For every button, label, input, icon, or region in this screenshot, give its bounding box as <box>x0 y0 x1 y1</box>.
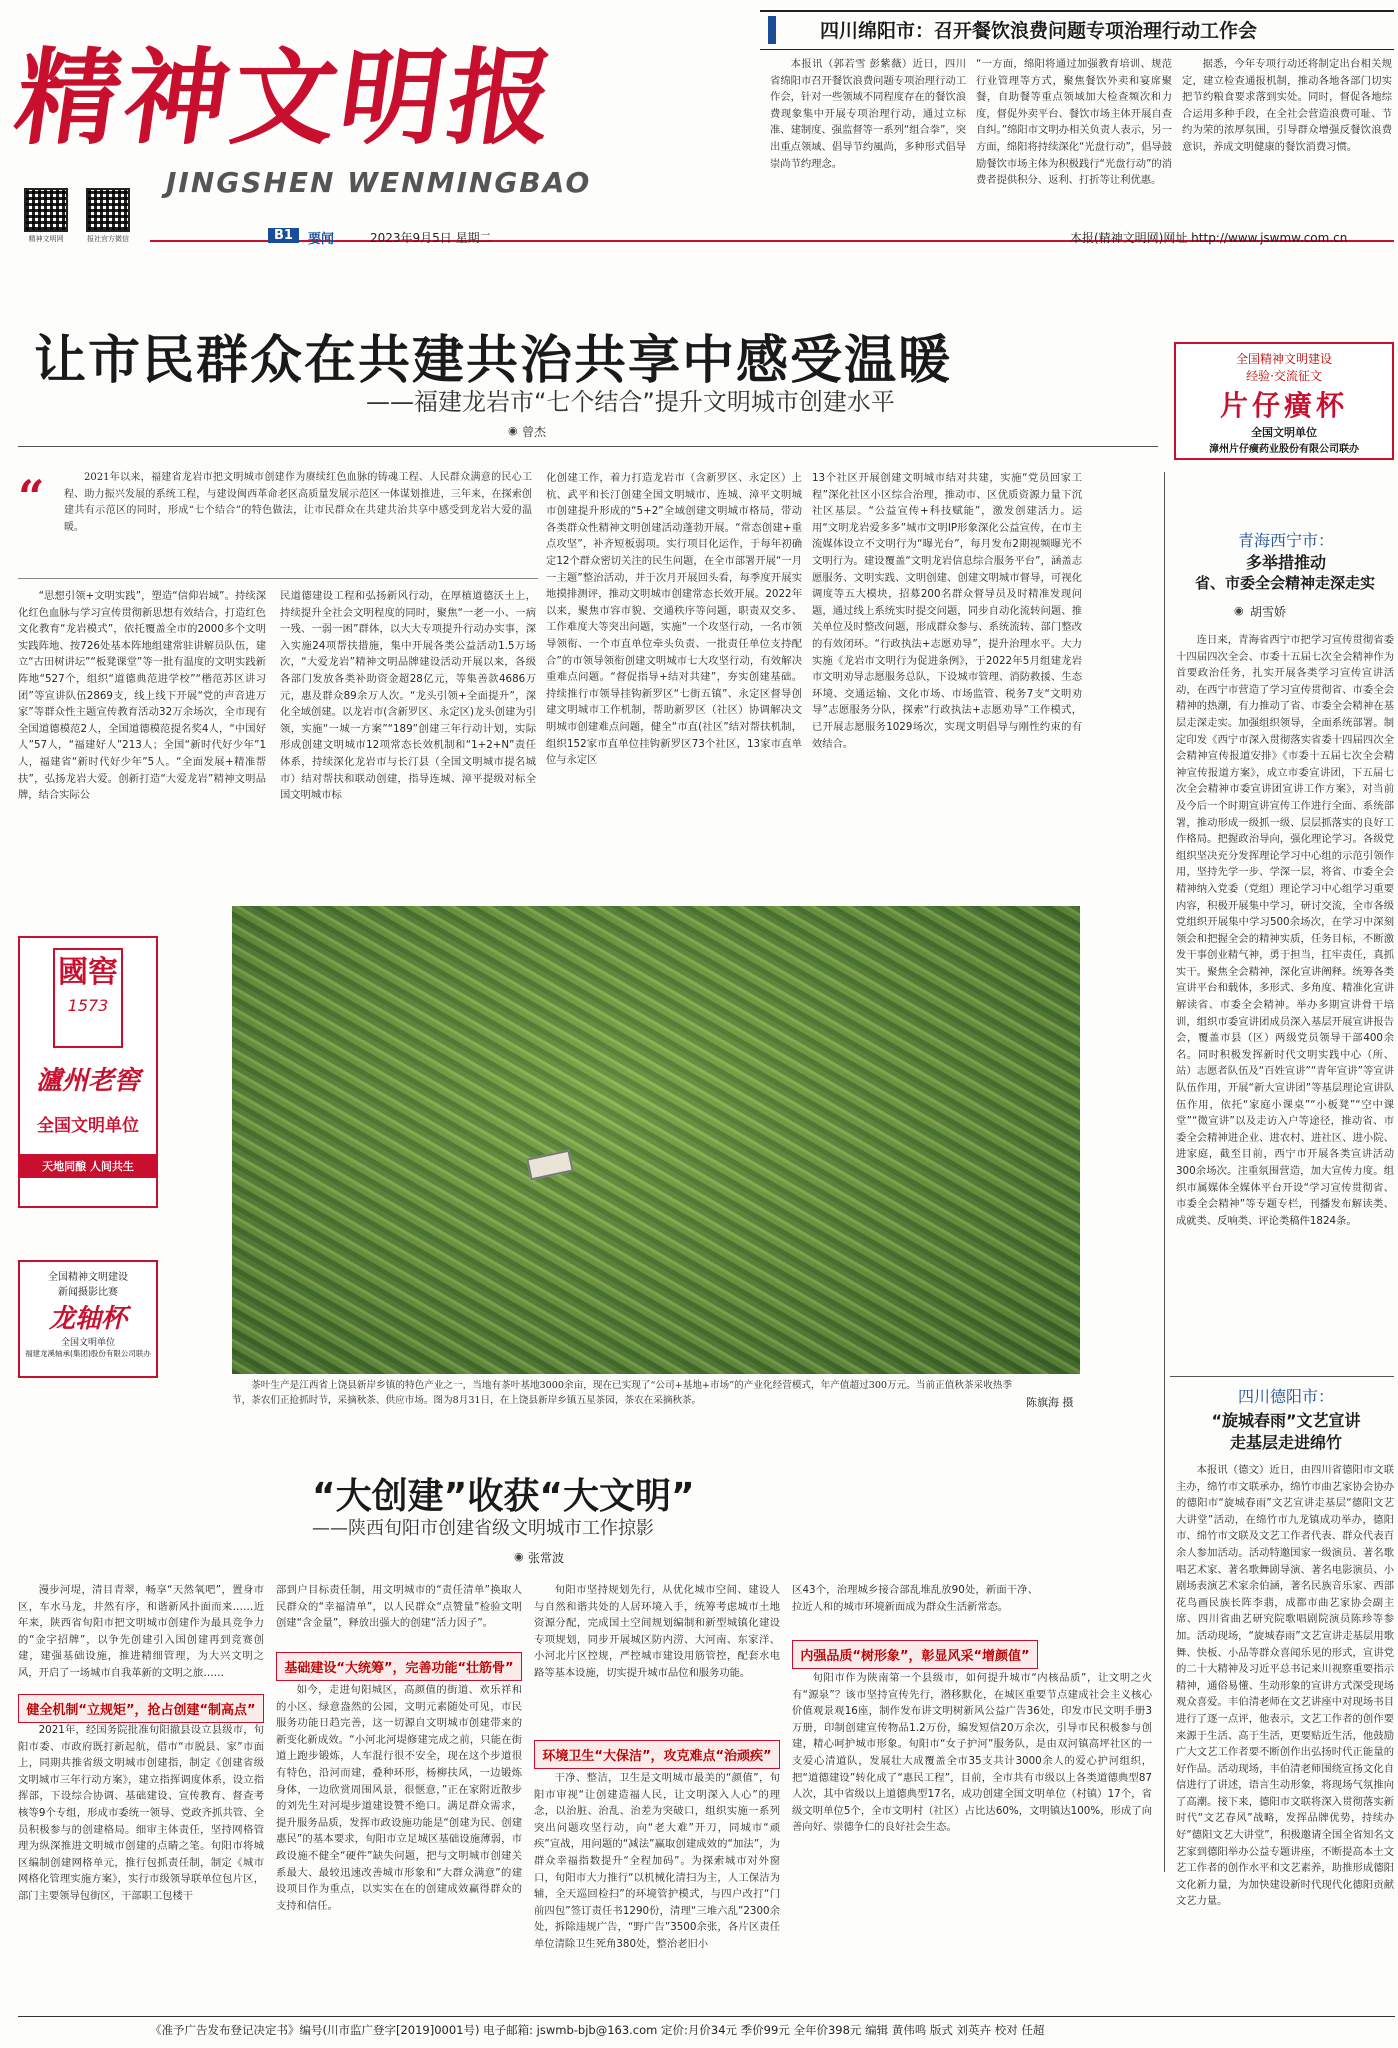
column-divider <box>1164 472 1165 1872</box>
qr-label: 报社官方微信 <box>87 235 129 243</box>
ad-line: 全国精神文明建设 <box>1235 352 1332 366</box>
footer-rule <box>18 2016 1395 2017</box>
masthead-pinyin: JINGSHEN WENMINGBAO <box>166 166 592 199</box>
masthead-title: 精神文明报 <box>8 36 566 159</box>
ad-seal-year: 1573 <box>67 996 109 1015</box>
top-story-col: “一方面，绵阳将通过加强教育培训、规范行业管理等方式，聚焦餐饮外卖和宴席聚餐，自助餐等重点领域加大检查频次和力度，督促外卖平台、餐饮市场主体开展自查自纠。”绵阳市文明办相关负责人表示，另一方面，绵阳将持续深化“光盘行动”，倡导鼓励餐饮市场主体为积极践行“光盘行动”的消费者提供积分、返利、打折等让利优惠。 <box>976 58 1172 187</box>
site-url: 本报(精神文明网)网址 http://www.jswmw.com.cn <box>1070 231 1348 245</box>
qr-code-icon <box>86 188 130 232</box>
ad-brand: 片仔癀杯 <box>1219 389 1348 422</box>
ad-unit: 全国文明单位 <box>1251 426 1317 439</box>
second-subtitle: ——陕西旬阳市创建省级文明城市工作掠影 <box>312 1518 654 1539</box>
ad-longzhou[interactable] <box>18 1260 158 1378</box>
lead-intro: 2021年以来，福建省龙岩市把文明城市创建作为赓续红色血脉的铸魂工程、人民群众满意的民心工程、助力振兴发展的系统工程，与建设闽西革命老区高质量发展示范区一体谋划推进，三年来，在探索创建共有示范区的同时，形成“七个结合”的特色做法，让市民群众在共建共治共享中感受到龙岩大爱的温暖。 <box>64 472 532 533</box>
photo-caption: 茶叶生产是江西省上饶县新岸乡镇的特色产业之一，当地有茶叶基地3000余亩，现在已实现了“公司+基地+市场”的产业化经营模式，年产值超过300万元。当前正值秋茶采收热季节，茶农们正抢抓时节，采摘秋茶、供应市场。图为8月31日，在上饶县新岸乡镇五星茶园，茶农在采摘秋茶。 <box>232 1380 1012 1406</box>
second-col: 漫步河堤，清目青翠，畅享“天然氧吧”，置身市区，车水马龙，井然有序，和谐新风扑面而来……近年来，陕西省旬阳市把文明城市创建作为最具竞争力的“金字招牌”，以争先创建引入国创建再到竞赛创建，建强基础设施，推进精细管理，为大兴文明之风，开启了一场城市自我革新的文明之旅…… <box>18 1584 264 1679</box>
page-label: B1 <box>268 228 299 243</box>
divider <box>18 578 538 579</box>
ad-company: 福建龙溪轴承(集团)股份有限公司联办 <box>25 1349 151 1358</box>
ad-line: 全国精神文明建设 <box>48 1272 128 1283</box>
quote-mark-icon: “ <box>18 470 45 524</box>
ad-brand: 瀘州老窖 <box>35 1066 140 1096</box>
ad-unit: 全国文明单位 <box>37 1116 139 1136</box>
ad-seal-top: 國窖 <box>58 955 118 990</box>
ad-pianzaihuang[interactable] <box>1174 342 1394 460</box>
second-title: “大创建”收获“大文明” <box>312 1476 695 1517</box>
photo-tea-garden <box>232 906 1080 1374</box>
right1-author: 胡雪娇 <box>1250 605 1287 619</box>
top-story-marker <box>768 16 776 44</box>
right1-author-icon: ◉ <box>1234 604 1244 617</box>
second-subhead: 环境卫生“大保洁”，攻克难点“治顽疾” <box>534 1740 780 1769</box>
second-col: 区43个，治理城乡接合部乱堆乱放90处，新面干净、拉近人和的城市环境新面成为群众生活新常态。 <box>792 1584 1038 1613</box>
right1-title: 多举措推动 <box>1245 553 1326 572</box>
second-col: 2021年，经国务院批准旬阳撤县设立县级市，旬阳市委、市政府既打新起航，借市“市脱县、家”市面上，同期共推省级文明城市创建指，制定《创建省级文明城市三年行动方案》，建立指挥调度体系，设立指挥部，下设综合协调、基础建设、宣传教育、督查考核等9个专组，形成市委统一领导、党政齐抓共管、全员积极参与的创建格局。细审主体责任，坚持网格管理为纵深推进文明城市创建的点睛之笔。旬阳市将城区编制创建网格单元，推行包抓责任制，制定《城市网格化管理实施方案》，实行市级领导联单位包片区，部门主要领导包街区，干部职工包楼干 <box>18 1724 264 1902</box>
section-label: 要闻 <box>308 232 335 247</box>
second-subhead: 基础建设“大统筹”，完善功能“壮筋骨” <box>276 1652 522 1681</box>
ad-company: 漳州片仔癀药业股份有限公司联办 <box>1209 444 1359 455</box>
top-story-title: 四川绵阳市：召开餐饮浪费问题专项治理行动工作会 <box>820 20 1258 42</box>
ad-unit: 全国文明单位 <box>60 1338 115 1348</box>
photo-credit: 陈旗海 摄 <box>1026 1396 1074 1409</box>
lead-title: 让市民群众在共建共治共享中感受温暖 <box>34 331 953 391</box>
right1-title: 省、市委全会精神走深走实 <box>1194 574 1375 592</box>
right1-body: 连日来，青海省西宁市把学习宣传贯彻省委十四届四次全会、市委十五届七次全会精神作为首要政治任务，扎实开展各类学习宣传宣讲活动，在西宁市营造了学习宣传贯彻省、市委全会精神的热潮，有力推动了省、市委全会精神在基层走深走实。加强组织领导，全面系统部署。制定印发《西宁市深入贯彻落实省委十四届四次全会精神宣传报道安排》《市委十五届七次全会精神宣传报道方案》，成立市委宣讲团，下五届七次全会精神市委宣讲团宣讲工作方案》，对当前及今后一个时期宣讲宣传工作进行全面、系统部署，推动形成一级抓一级、层层抓落实的良好工作格局。把握政治导向，强化理论学习。各级党组织坚决充分发挥理论学习中心组的示范引领作用，坚持先学一步、学深一层，将省、市委全会精神纳入党委（党组）理论学习中心组学习重要内容，积极开展集中学习，研讨交流，全市各级党组织开展集中学习500余场次，在学习中深刻领会和把握全会的精神实质，任务目标，不断激发干事创业精气神，勇于担当，扛牢责任，真抓实干。聚焦全会精神，深化宣讲阐释。统筹各类宣讲平台和载体，多形式、多角度、精准化宣讲解读省、市委全会精神。举办多期宣讲骨干培训，组织市委宣讲团成员深入基层开展宣讲报告会，覆盖市县（区）两级党员领导干部400余名。同时积极发挥新时代文明实践中心（所、站）志愿者队伍及“百姓宣讲”“青年宣讲”等宣讲队伍作用，开展“新大宣讲团”等基层理论宣讲队伍作用，依托“家庭小课桌”“小板凳”“空中课堂”“微宣讲”以及走访入户等途径，推动省、市委全会精神进企业、进农村、进社区、进小院、进家庭，截至目前，西宁市开展各类宣讲活动300余场次。注重氛围营造，加大宣传力度。组织市属媒体全媒体平台开设“学习宣传贯彻省、市委全会精神”等专题专栏，刊播发布解读类、成就类、反响类、评论类稿件1824条。 <box>1176 634 1394 1227</box>
second-col: 干净、整洁，卫生是文明城市最美的“颜值”，旬阳市审视“让创建造福人民，让文明深入人心”的理念，以治脏、治乱、治差为突破口，组织实施一系列突出问题攻坚行动，向“老大难”开刀，同城市“顽疾”宣战，用问题的“减法”赢取创建成效的“加法”，为群众幸福指数提升“全程加码”。为探索城市对外窗口，旬阳市大力推行“以机械化清扫为主，人工保洁为辅，全天巡回检扫”的环境管护模式，与四户改打“门前四包”签订责任书1290份，清理“三堆六乱”2300余处，拆除违规广告，“野广告”3500余张，各片区责任单位清除卫生死角380处，整治老旧小 <box>534 1772 780 1950</box>
right2-title: 走基层走进绵竹 <box>1229 1433 1342 1452</box>
qr-label: 精神文明网 <box>28 235 64 243</box>
ad-brand: 龙轴杯 <box>48 1304 127 1334</box>
divider <box>18 446 1158 447</box>
lead-author: 曾杰 <box>522 425 547 439</box>
second-col: 部到户目标责任制，用文明城市的“责任清单”换取人民群众的“幸福清单”，以人民群众“点赞量”检验文明创建“含金量”，释放出强大的创建“活力因子”。 <box>276 1584 522 1630</box>
lead-col: “思想引领+文明实践”，塑造“信仰岩城”。持续深化红色血脉与学习宣传贯彻新思想有效结合，打造红色文化教育“龙岩模式”，依托覆盖全市的2000多个文明实践阵地、按726处基本阵地组建常驻讲解员队伍，建立“古田树讲坛”“板凳课堂”等一批有温度的文明实践新阵地“527个，组织“道德典范进学校”“楷范苏区讲习团”等宣讲队伍2869支，线上线下开展“党的声音进万家”等群众性主题宣传教育活动32万余场次，全市现有全国道德模范2人，全国道德模范提名奖4人，“中国好人”57人，“福建好人”213人；全国“新时代好少年”1人，福建省“新时代好少年”5人。“全面发展+精准帮扶”，弘扬龙岩大爱。创新打造“大爱龙岩”精神文明品牌，结合实际公 <box>18 590 266 802</box>
second-author-icon: ◉ <box>514 1550 524 1563</box>
top-story-col: 据悉，今年专项行动还将制定出台相关规定，建立检查通报机制，推动各地各部门切实把节约粮食要求落到实处。同时，督促各地综合运用多种手段，在全社会营造浪费可耻、节约为荣的浓厚氛围，引导群众增强反餐饮浪费意识，养成文明健康的餐饮消费习惯。 <box>1182 58 1392 153</box>
right1-title-small: 青海西宁市： <box>1237 531 1334 550</box>
right2-title-small: 四川德阳市： <box>1237 1387 1334 1406</box>
second-col: 如今，走进旬阳城区，高颜值的街道、欢乐祥和的小区、绿意盎然的公园，文明元素随处可见，市民服务功能日趋完善，这一切源自文明城市创建带来的新变化新成效。“小河北河堤修建完成之前，只能在街道上跑步锻炼，人车混行很不安全，现在这个步道很有特色，沿河而建，叠种环形，杨柳扶风，一边锻炼身体，一边欣赏周围风景，很惬意，”正在家附近散步的刘先生对河堤步道建设赞不绝口。满足群众需求，提升服务品质，发挥市政设施功能是“创建为民、创建惠民”的基本要求，旬阳市立足城区基础设施薄弱，市政设施不健全“硬件”缺失问题，把与文明城市创建关系最大、最较迅速改善城市形象和“大群众满意”的建设项目作为重点，以实实在在的创建成效赢得群众的支持和信任。 <box>276 1684 522 1912</box>
qr-code-icon <box>24 188 68 232</box>
ad-luzhou-laojiao[interactable] <box>18 936 158 1208</box>
second-subhead: 内强品质“树形象”，彰显风采“增颜值” <box>792 1640 1038 1669</box>
lead-author-icon: ◉ <box>508 424 518 437</box>
ad-seal <box>53 948 123 1048</box>
ad-slogan: 天地同酿 人间共生 <box>20 1154 156 1178</box>
ad-line: 新闻摄影比赛 <box>58 1287 118 1298</box>
top-story-col: 本报讯（郭若雪 彭紫薇）近日，四川省绵阳市召开餐饮浪费问题专项治理行动工作会，针对一些领域不同程度存在的餐饮浪费现象集中开展专项治理行动，通过立标准、建制度、强监督等一系列“组合拳”，突出重点领域、倡导节约風尚，多种形式倡导崇尚节约理念。 <box>770 58 966 170</box>
issue-date: 2023年9月5日 星期二 <box>370 231 492 245</box>
lead-subtitle: ——福建龙岩市“七个结合”提升文明城市创建水平 <box>366 388 895 416</box>
lead-col: 13个社区开展创建文明城市结对共建，实施“党员回家工程”深化社区小区综合治理，推动市、区优质资源力量下沉社区基层。“公益宣传+科技赋能”，激发创建活力。运用“文明龙岩爱多多”城市文明IP形象深化公益宣传，在市主流媒体设立不文明行为“曝光台”，每月发布2期视频曝光不文明行为。建设覆盖“文明龙岩信息综合服务平台”，涵盖志愿服务、文明实践、文明创建、创建文明城市督导，可视化调度等五大模块，招募200名群众督导员及时精准发现问题，通过线上系统实时提交问题，同步自动化流转问题、推关单位及时整改问题，形成群众参与、系统流转、部门整改的有效闭环。“行政执法+志愿劝导”，提升治理水平。大力实施《龙岩市文明行为促进条例》，于2022年5月组建龙岩市文明劝导志愿服务总队，下设城市管理、消防救援、生态环境、交通运输、文化市场、市场监管、税务7支“文明劝导”志愿服务分队，探索“行政执法+志愿劝导”工作模式，已开展志愿服务1029场次，实现文明倡导与刚性约束的有效结合。 <box>812 472 1082 750</box>
second-col: 旬阳市坚持规划先行，从优化城市空间、建设人与自然和谐共处的人居环境入手，统筹考虑城市土地资源分配，完成国土空间规划编制和新型城镇化建设专项规划，同步开展城区防内涝、大河南、东家洋、小河北片区控规，严控城市建设用筋管控，配套水电路等基本设施，切实提升城市品位和服务功能。 <box>534 1584 780 1679</box>
lead-col: 民道德建设工程和弘扬新风行动，在厚植道德沃土上，持续提升全社会文明程度的同时，聚焦“一老一小、一病一残、一弱一困”群体，以大大专项提升行动办实事，深入实施24项帮扶措施，集中开展各类公益活动1.5万场次，“大爱龙岩”精神文明品牌建设活动开展以来，各级各部门发放各类补助资金超28亿元，等集善款4686万元，惠及群众89余万人次。“龙头引领+全面提升”，深化全域创建。以龙岩市(含新罗区、永定区)龙头创建为引领，实施“一城一方案”“189”创建三年行动计划，实际形成创建文明城市12项常态长效机制和“1+2+N”责任体系，持续深化龙岩市与长汀县（全国文明城市提名城市）结对帮扶和联动创建，指导连城、漳平提级对标全国文明城市标 <box>280 590 536 802</box>
lead-col: 化创建工作，着力打造龙岩市（含新罗区、永定区）上杭、武平和长汀创建全国文明城市、连城、漳平文明城市创建提升形成的“5+2”全域创建文明城市格局，带动各类群众性精神文明创建活动蓬勃开展。“常态创建+重点攻坚”，补齐短板弱项。实行项目化运作，于每年初确定12个群众密切关注的民生问题，在全市部署开展“一月一主题”整治活动，并于次月开展回头看，每季度开展实地摸排测评，推动文明城市创建常态长效开展。2022年以来，聚焦市容市貌、交通秩序等问题，职责双交多、工作难度大等突出问题，实施“一个攻坚行动，一名市领导领衔、一个市直单位牵头负责、一批责任单位支持配合”的市领导领衔创建文明城市七大攻坚行动，有效解决重难点问题。“督促指导+结对共建”，夯实创建基础。持续推行市领导挂钩新罗区“七街五镇”、永定区督导创建文明城市工作机制，帮助新罗区（社区）协调解决文明城市创建难点问题，健全“市直(社区”结对帮扶机制，组织152家市直单位挂钩新罗区73个社区，13家市直单位与永定区 <box>546 472 802 767</box>
right2-title: “旋城春雨”文艺宣讲 <box>1211 1411 1361 1430</box>
right2-body: 本报讯（德文）近日，由四川省德阳市文联主办，绵竹市文联承办，绵竹市曲艺家协会协办的德阳市“旋城春雨”文艺宣讲走基层“德阳文艺大讲堂”活动，在绵竹市九龙镇成功举办，德阳市、绵竹市文联及文艺工作者代表、群众代表百余人参加活动。活动特邀国家一级演员、著名歌唱艺术家、著名歌舞剧导演、著名电影演员、小剧场表演艺术家余伯涵，著名民族音乐家、西部花鸟画民族长阵李翡，成都市曲艺家协会副主席、四川省曲艺研究院歌唱剧院演员陈珍等参加。活动现场，“旋城春雨”文艺宣讲走基层用歌舞、快板、小品等群众喜闻乐见的形式，宣讲党的二十大精神及习近平总书记来川视察重要指示精神，通俗易懂、生动形象的宣讲方式深受现场观众喜爱。丰伯清老师在文艺讲座中对现场书目进行了逐一点评，他表示，文艺工作者的创作要来源于生活、高于生活，更要贴近生活，他鼓励广大文艺工作者要不断创作出弘扬时代正能量的好作品。活动现场，丰伯清老师围绕宣扬文化自信进行了讲述，语言生动形象，将现场气氛推向了高潮。接下来，德阳市文联将深入贯彻落实新时代“文艺春风”战略，发挥品牌优势，持续办好“德阳文艺大讲堂”，积极邀请全国全省知名文艺家到德阳举办公益专题讲座，不断提高本土文艺工作者的创作水平和文艺素养，助推形成德阳文化新力量，为加快建设新时代现代化德阳贡献文艺力量。 <box>1176 1464 1394 1908</box>
second-subhead: 健全机制“立规矩”，抢占创建“制高点” <box>18 1694 264 1723</box>
ad-line: 经验·交流征文 <box>1246 369 1322 383</box>
second-author: 张常波 <box>528 1551 565 1565</box>
second-col: 旬阳市作为陕南第一个县级市，如何提升城市“内核品质”，让文明之火有“源泉”？该市坚持宣传先行，潜移默化，在城区重要节点建成社会主义核心价值观景观16座，制作发布讲文明树新风公益广告36处，印发市民文明手册3万册，印制创建宣传物品1.2万份，编发短信20万余次，引导市民积极参与创建，精心呵护城市形象。旬阳市“女子护河”服务队，是由双河镇高坪社区的一支爱心清道队，发展壮大成覆盖全市35支共计3000余人的爱心护河组织，把“道德建设”转化成了“惠民工程”，目前，全市共有市级以上各类道德典型87人次，其中省级以上道德典型17名，成功创建全国文明单位（村镇）17个，省级文明单位5个，全市文明村（社区）占比达60%，文明镇达100%，形成了向善向好、崇德争仁的良好社会生态。 <box>792 1672 1152 1834</box>
divider <box>1170 1376 1394 1377</box>
footer-info: 《准予广告发布登记决定书》编号(川市监广登字[2019]0001号) 电子邮箱: jswmb-bjb@163.com 定价:月价34元 季价99元 全年价398元 编辑 黄伟鸣 版式 刘英卉 校对 任超 <box>150 2023 1045 2037</box>
